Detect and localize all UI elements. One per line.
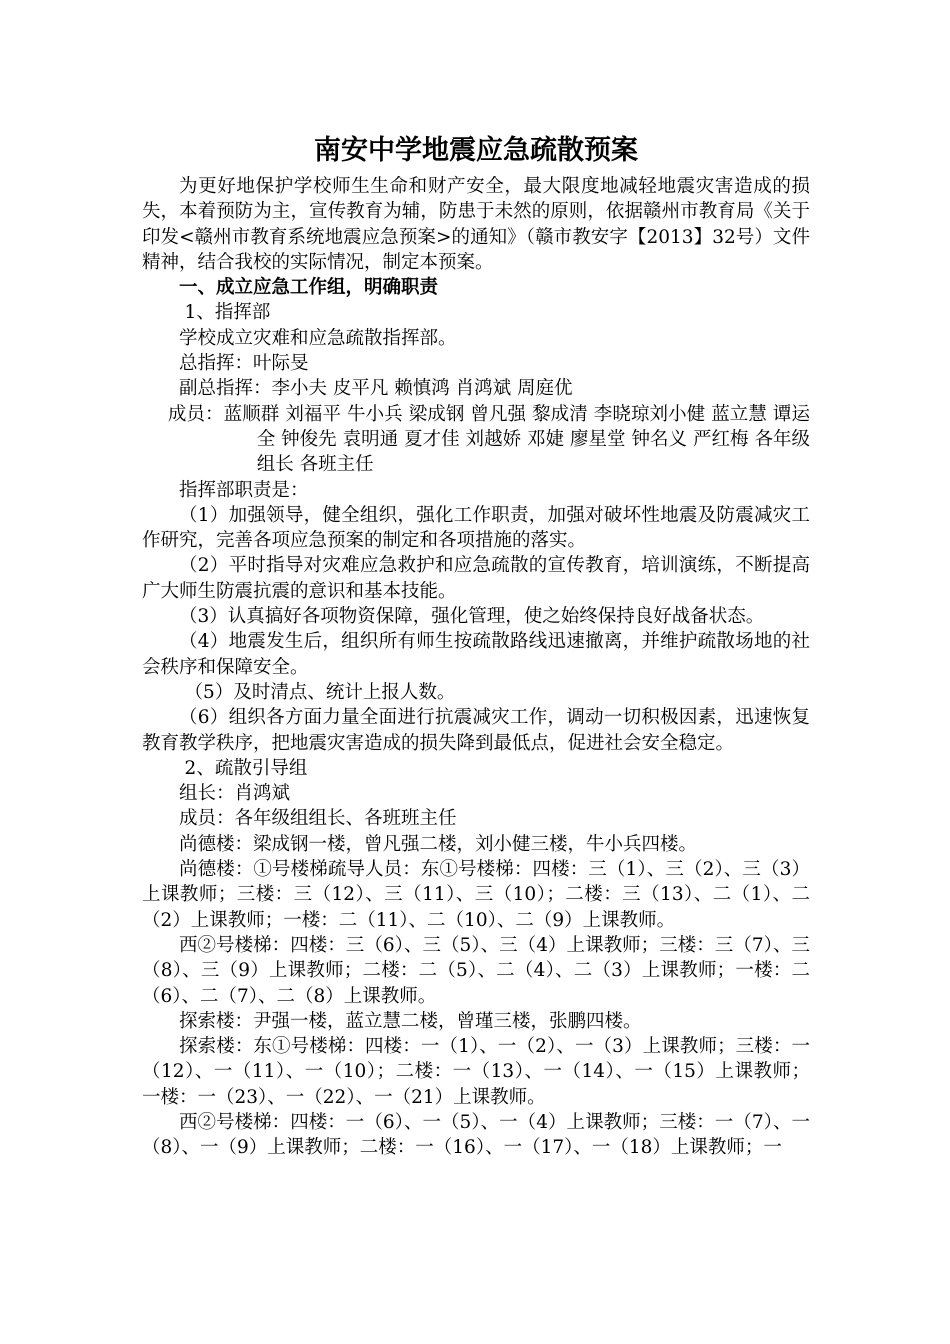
members-line: 成员：蓝顺群 刘福平 牛小兵 梁成钢 曾凡强 黎成清 李晓琼刘小健 蓝立慧 谭运全 钟俊先 袁明通 夏才佳 刘越娇 邓婕 廖星堂 钟名义 严红梅 各年级组长 各班主任 [167,403,810,476]
leader-line: 组长：肖鸿斌 [179,783,291,805]
document-page [142,130,810,1161]
tansuo-west: 西②号楼梯：四楼：一（6）、一（5）、一（4）上课教师；三楼：一（7）、一（8）、一（9）上课教师；二楼：一（16）、一（17）、一（18）上课教师；一 [142,1111,810,1159]
subheading-command: 1、指挥部 [184,302,271,324]
tansuo-floors: 探索楼：尹强一楼，蓝立慧二楼，曾瑾三楼，张鹏四楼。 [179,1010,642,1032]
shangde-east: 尚德楼：①号楼梯疏导人员：东①号楼梯：四楼：三（1）、三（2）、三（3）上课教师；三楼：三（12）、三（11）、三（10）；二楼：三（13）、二（1）、二（2）上课教师；一楼：二（11）、二（10）、二（9）上课教师。 [142,859,810,931]
duty-3: （3）认真搞好各项物资保障，强化管理，使之始终保持良好战备状态。 [179,606,765,628]
intro-paragraph: 为更好地保护学校师生生命和财产安全，最大限度地减轻地震灾害造成的损失，本着预防为主，宣传教育为辅，防患于未然的原则，依据赣州市教育局《关于印发<赣州市教育系统地震应急预案>的通知》（赣市教安字【2013】32号）文件精神，结合我校的实际情况，制定本预案。 [142,176,810,273]
subheading-evacuation: 2、疏散引导组 [184,757,308,779]
duty-2: （2）平时指导对灾难应急救护和应急疏散的宣传教育，培训演练，不断提高广大师生防震抗震的意识和基本技能。 [142,555,810,602]
command-line: 学校成立灾难和应急疏散指挥部。 [179,327,457,349]
duty-1: （1）加强领导，健全组织，强化工作职责，加强对破坏性地震及防震减灾工作研究，完善各项应急预案的制定和各项措施的落实。 [142,504,810,552]
shangde-west: 西②号楼梯：四楼：三（6）、三（5）、三（4）上课教师；三楼：三（7）、三（8）、三（9）上课教师；二楼：二（5）、二（4）、二（3）上课教师；一楼：二（6）、二（7）、二（8）上课教师。 [142,934,810,1007]
tansuo-east: 探索楼：东①号楼梯：四楼：一（1）、一（2）、一（3）上课教师；三楼：一（12）、一（11）、一（10）；二楼：一（13）、一（14）、一（15）上课教师；一楼：一（23）、一（22）、一（21）上课教师。 [142,1036,810,1108]
duty-4: （4）地震发生后，组织所有师生按疏散路线迅速撤离，并维护疏散场地的社会秩序和保障安全。 [142,631,810,678]
commander-line: 总指挥：叶际旻 [179,353,309,375]
section-heading: 一、成立应急工作组，明确职责 [179,277,439,299]
duties-title: 指挥部职责是： [179,479,309,501]
page-title: 南安中学地震应急疏散预案 [314,135,638,166]
duty-6: （6）组织各方面力量全面进行抗震减灾工作，调动一切积极因素，迅速恢复教育教学秩序，把地震灾害造成的损失降到最低点，促进社会安全稳定。 [142,707,810,754]
members2-line: 成员：各年级组组长、各班班主任 [179,808,457,830]
duty-5: （5）及时清点、统计上报人数。 [184,681,456,703]
vice-commander-line: 副总指挥：李小夫 皮平凡 赖慎鸿 肖鸿斌 周庭优 [179,378,573,400]
shangde-floors: 尚德楼：梁成钢一楼，曾凡强二楼，刘小健三楼，牛小兵四楼。 [179,833,698,855]
